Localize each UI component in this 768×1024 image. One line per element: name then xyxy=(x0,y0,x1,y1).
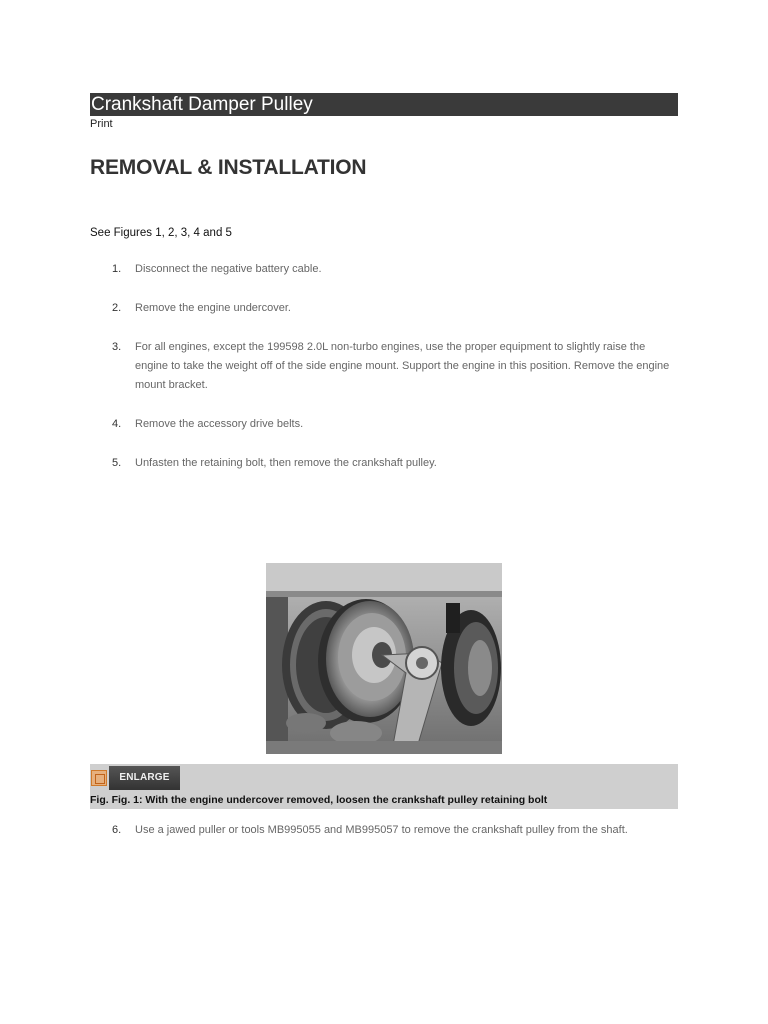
step-item xyxy=(90,338,678,395)
step-number: 6. xyxy=(112,824,122,836)
step-number: 5. xyxy=(112,457,122,469)
step-number: 4. xyxy=(112,418,122,430)
step-item xyxy=(90,415,678,434)
enlarge-label: ENLARGE xyxy=(109,766,180,790)
step-text: Remove the accessory drive belts. xyxy=(135,418,304,430)
see-figures-text: See Figures 1, 2, 3, 4 and 5 xyxy=(90,227,232,239)
enlarge-icon xyxy=(91,770,107,786)
figure-photo xyxy=(266,563,502,754)
print-link[interactable]: Print xyxy=(90,118,113,130)
step-text: Disconnect the negative battery cable. xyxy=(135,263,322,275)
page-title: Crankshaft Damper Pulley xyxy=(90,93,678,116)
step-number: 1. xyxy=(112,263,122,275)
steps-list-continued xyxy=(90,821,678,840)
step-text: Use a jawed puller or tools MB995055 and MB995057 to remove the crankshaft pulley from the shaft. xyxy=(135,824,628,836)
step-text: Unfasten the retaining bolt, then remove the crankshaft pulley. xyxy=(135,457,437,469)
figure-caption-box xyxy=(90,764,678,809)
pulley-photo-illustration xyxy=(266,563,502,754)
figure-caption: Fig. Fig. 1: With the engine undercover removed, loosen the crankshaft pulley retaining bolt xyxy=(90,794,548,806)
step-text: For all engines, except the 199598 2.0L non-turbo engines, use the proper equipment to slightly raise the engine to take the weight off of the side engine mount. Support the engine in this position. Remove the engine mount bracket. xyxy=(135,341,670,391)
document-page xyxy=(90,93,678,836)
step-number: 3. xyxy=(112,341,122,353)
step-item xyxy=(90,454,678,473)
step-item xyxy=(90,821,678,840)
step-item xyxy=(90,299,678,318)
step-number: 2. xyxy=(112,302,122,314)
step-text: Remove the engine undercover. xyxy=(135,302,291,314)
section-heading: REMOVAL & INSTALLATION xyxy=(90,156,367,179)
enlarge-button[interactable] xyxy=(90,766,180,790)
steps-list xyxy=(90,260,678,473)
step-item xyxy=(90,260,678,279)
